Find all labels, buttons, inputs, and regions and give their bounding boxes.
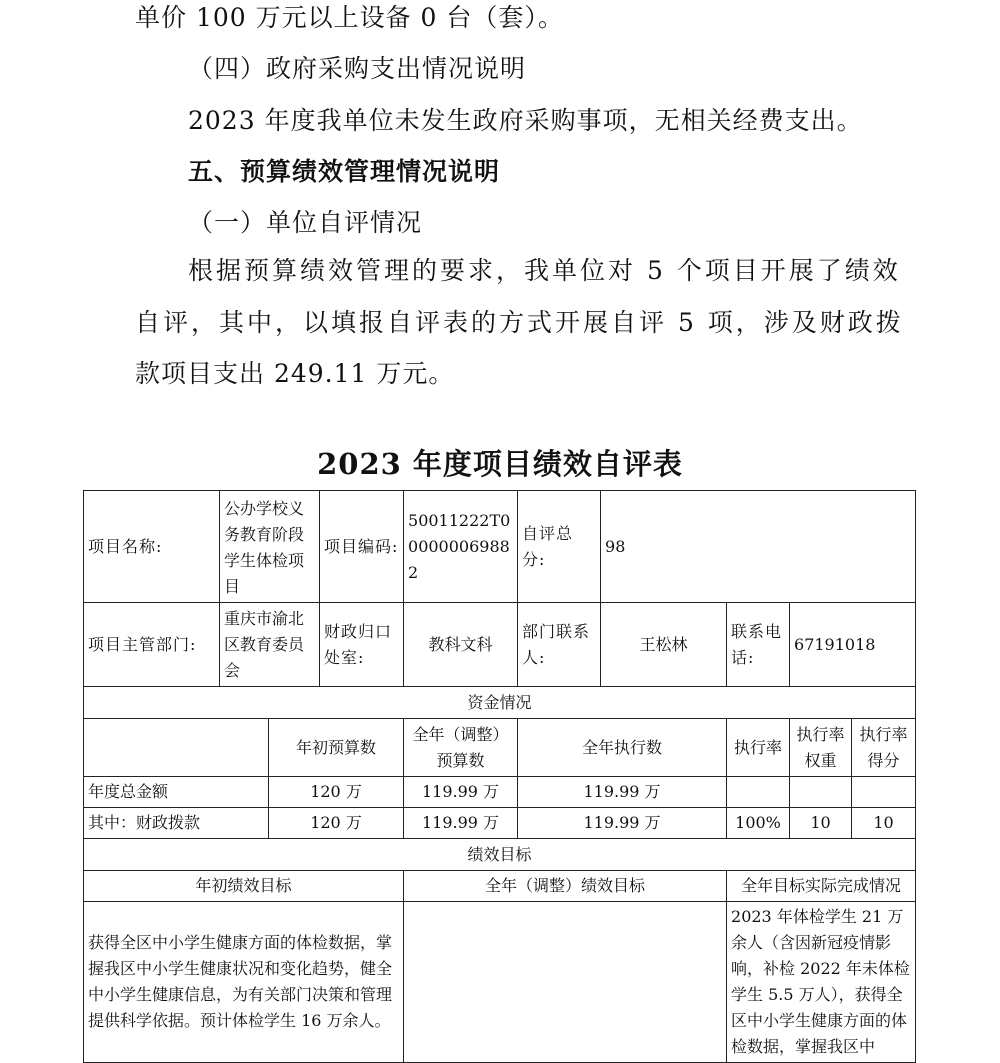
funds-header-initial: 年初预算数 xyxy=(269,719,404,777)
goals-initial-text: 获得全区中小学生健康方面的体检数据，掌握我区中小学生健康状况和变化趋势，健全中小学生健康信息，为有关部门决策和管理提供科学依据。预计体检学生 16 万余人。 xyxy=(84,902,404,1063)
project-code-label: 项目编码: xyxy=(320,491,404,603)
info-row-1 xyxy=(84,491,916,603)
funds-rate-value: 100% xyxy=(727,808,790,839)
body-para-line-1: 根据预算绩效管理的要求，我单位对 5 个项目开展了绩效 xyxy=(188,256,901,285)
goals-header-actual: 全年目标实际完成情况 xyxy=(727,871,916,902)
funds-score-value: 10 xyxy=(852,808,916,839)
funds-section-row xyxy=(84,687,916,719)
funds-header-rate: 执行率 xyxy=(727,719,790,777)
goals-header-adjusted: 全年（调整）绩效目标 xyxy=(404,871,727,902)
funds-row-total xyxy=(84,777,916,808)
goals-adjusted-text xyxy=(404,902,727,1063)
funds-adjusted-value: 119.99 万 xyxy=(404,808,518,839)
funds-score-value xyxy=(852,777,916,808)
subheading-procurement: （四）政府采购支出情况说明 xyxy=(188,54,527,83)
contact-label: 部门联系人: xyxy=(518,603,601,687)
funds-section-label: 资金情况 xyxy=(84,687,916,719)
body-para-line-2: 自评，其中，以填报自评表的方式开展自评 5 项，涉及财政拨 xyxy=(135,308,904,337)
finance-office-label: 财政归口处室: xyxy=(320,603,404,687)
funds-initial-value: 120 万 xyxy=(269,777,404,808)
goals-header-row xyxy=(84,871,916,902)
project-code-value: 50011222T000000069882 xyxy=(404,491,518,603)
funds-header-executed: 全年执行数 xyxy=(518,719,727,777)
body-line-equipment: 单价 100 万元以上设备 0 台（套）。 xyxy=(135,3,564,32)
funds-header-blank xyxy=(84,719,269,777)
score-value: 98 xyxy=(601,491,916,603)
contact-value: 王松林 xyxy=(601,603,727,687)
goals-content-row xyxy=(84,902,916,1063)
phone-label: 联系电话: xyxy=(727,603,790,687)
finance-office-value: 教科文科 xyxy=(404,603,518,687)
dept-value: 重庆市渝北区教育委员会 xyxy=(220,603,320,687)
funds-row-label: 其中：财政拨款 xyxy=(84,808,269,839)
funds-executed-value: 119.99 万 xyxy=(518,777,727,808)
funds-initial-value: 120 万 xyxy=(269,808,404,839)
table-title: 2023 年度项目绩效自评表 xyxy=(317,447,683,481)
body-line-procurement: 2023 年度我单位未发生政府采购事项，无相关经费支出。 xyxy=(188,106,863,135)
score-label: 自评总分: xyxy=(518,491,601,603)
dept-label: 项目主管部门: xyxy=(84,603,220,687)
funds-adjusted-value: 119.99 万 xyxy=(404,777,518,808)
goals-section-label: 绩效目标 xyxy=(84,839,916,871)
funds-header-score: 执行率得分 xyxy=(852,719,916,777)
subheading-self-eval: （一）单位自评情况 xyxy=(188,208,423,237)
goals-header-initial: 年初绩效目标 xyxy=(84,871,404,902)
funds-header-weight: 执行率权重 xyxy=(790,719,852,777)
funds-row-fiscal xyxy=(84,808,916,839)
funds-executed-value: 119.99 万 xyxy=(518,808,727,839)
performance-self-eval-table xyxy=(83,490,916,1063)
phone-value: 67191018 xyxy=(790,603,916,687)
funds-header-row xyxy=(84,719,916,777)
funds-rate-value xyxy=(727,777,790,808)
goals-actual-text: 2023 年体检学生 21 万余人（含因新冠疫情影响，补检 2022 年未体检学生 5.5 万人），获得全区中小学生健康方面的体检数据，掌握我区中 xyxy=(727,902,916,1063)
section-heading-performance: 五、预算绩效管理情况说明 xyxy=(188,157,501,186)
project-name-value: 公办学校义务教育阶段学生体检项目 xyxy=(220,491,320,603)
info-row-2 xyxy=(84,603,916,687)
goals-section-row xyxy=(84,839,916,871)
funds-weight-value: 10 xyxy=(790,808,852,839)
funds-weight-value xyxy=(790,777,852,808)
funds-row-label: 年度总金额 xyxy=(84,777,269,808)
funds-header-adjusted: 全年（调整）预算数 xyxy=(404,719,518,777)
project-name-label: 项目名称: xyxy=(84,491,220,603)
body-para-line-3: 款项目支出 249.11 万元。 xyxy=(135,359,455,388)
